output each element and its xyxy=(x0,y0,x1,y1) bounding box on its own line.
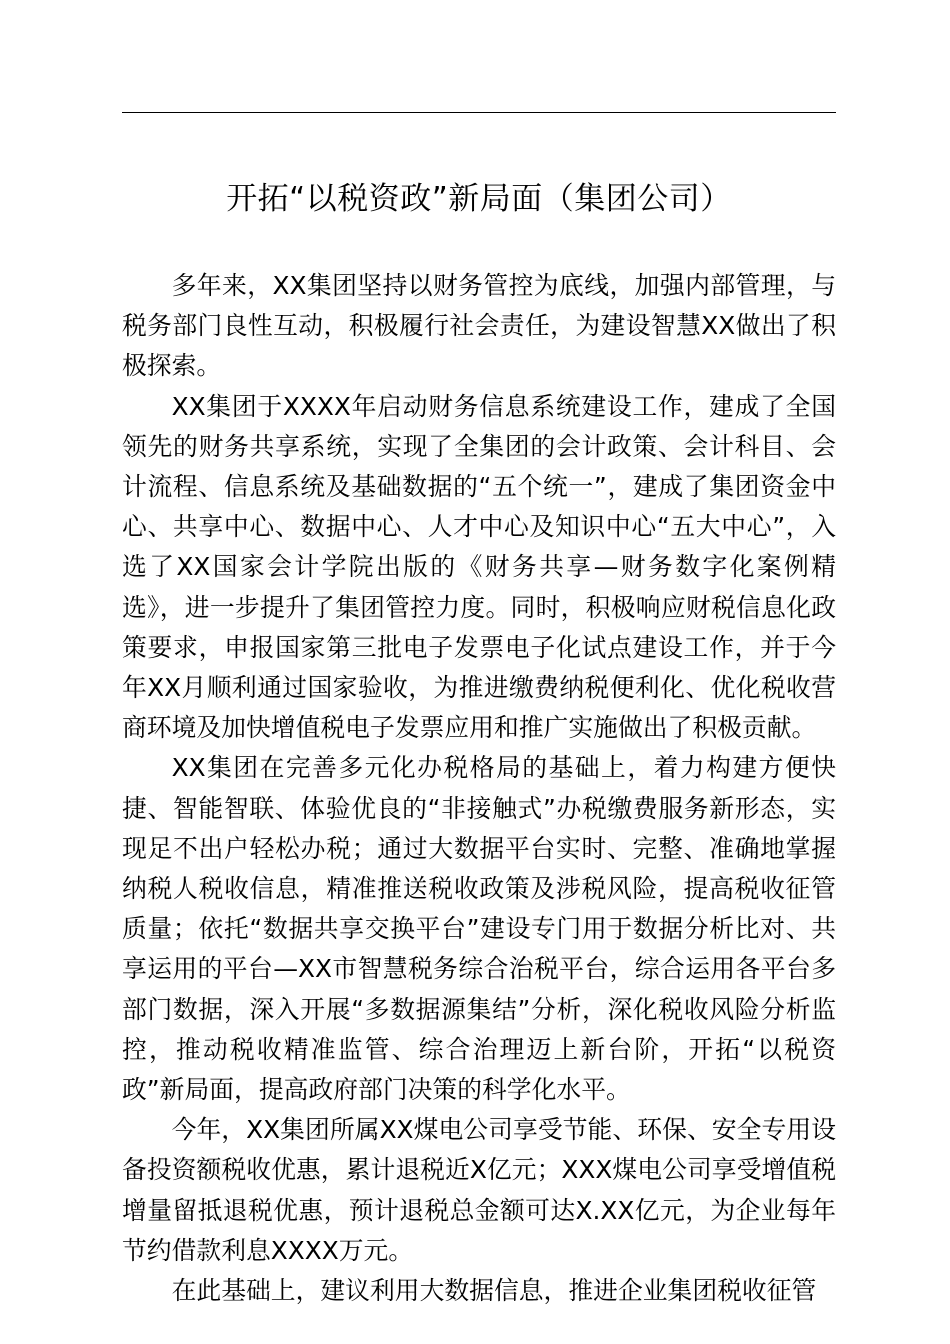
paragraph-1: 多年来，XX集团坚持以财务管控为底线，加强内部管理，与税务部门良性互动，积极履行社会责任，为建设智慧XX做出了积极探索。 xyxy=(122,271,836,381)
paragraph-2: XX集团于XXXX年启动财务信息系统建设工作，建成了全国领先的财务共享系统，实现了全集团的会计政策、会计科目、会计流程、信息系统及基础数据的“五个统一”，建成了集团资金中心、共享中心、数据中心、人才中心及知识中心“五大中心”，入选了XX国家会计学院出版的《财务共享—财务数字化案例精选》，进一步提升了集团管控力度。同时，积极响应财税信息化政策要求，申报国家第三批电子发票电子化试点建设工作，并于今年XX月顺利通过国家验收，为推进缴费纳税便利化、优化税收营商环境及加快增值税电子发票应用和推广实施做出了积极贡献。 xyxy=(122,391,836,743)
paragraph-3: XX集团在完善多元化办税格局的基础上，着力构建方便快捷、智能智联、体验优良的“非接触式”办税缴费服务新形态，实现足不出户轻松办税；通过大数据平台实时、完整、准确地掌握纳税人税收信息，精准推送税收政策及涉税风险，提高税收征管质量；依托“数据共享交换平台”建设专门用于数据分析比对、共享运用的平台—XX市智慧税务综合治税平台，综合运用各平台多部门数据，深入开展“多数据源集结”分析，深化税收风险分析监控，推动税收精准监管、综合治理迈上新台阶，开拓“以税资政”新局面，提高政府部门决策的科学化水平。 xyxy=(122,753,836,1105)
header-rule xyxy=(122,112,836,113)
paragraph-5: 在此基础上，建议利用大数据信息，推进企业集团税收征管 xyxy=(171,1276,817,1306)
paragraph-4: 今年，XX集团所属XX煤电公司享受节能、环保、安全专用设备投资额税收优惠，累计退税近X亿元；XXX煤电公司享受增值税增量留抵退税优惠，预计退税总金额可达X.XX亿元，为企业每年节约借款利息XXXX万元。 xyxy=(122,1115,836,1265)
page-title: 开拓“以税资政”新局面（集团公司） xyxy=(226,181,732,217)
document-body xyxy=(122,266,836,1311)
